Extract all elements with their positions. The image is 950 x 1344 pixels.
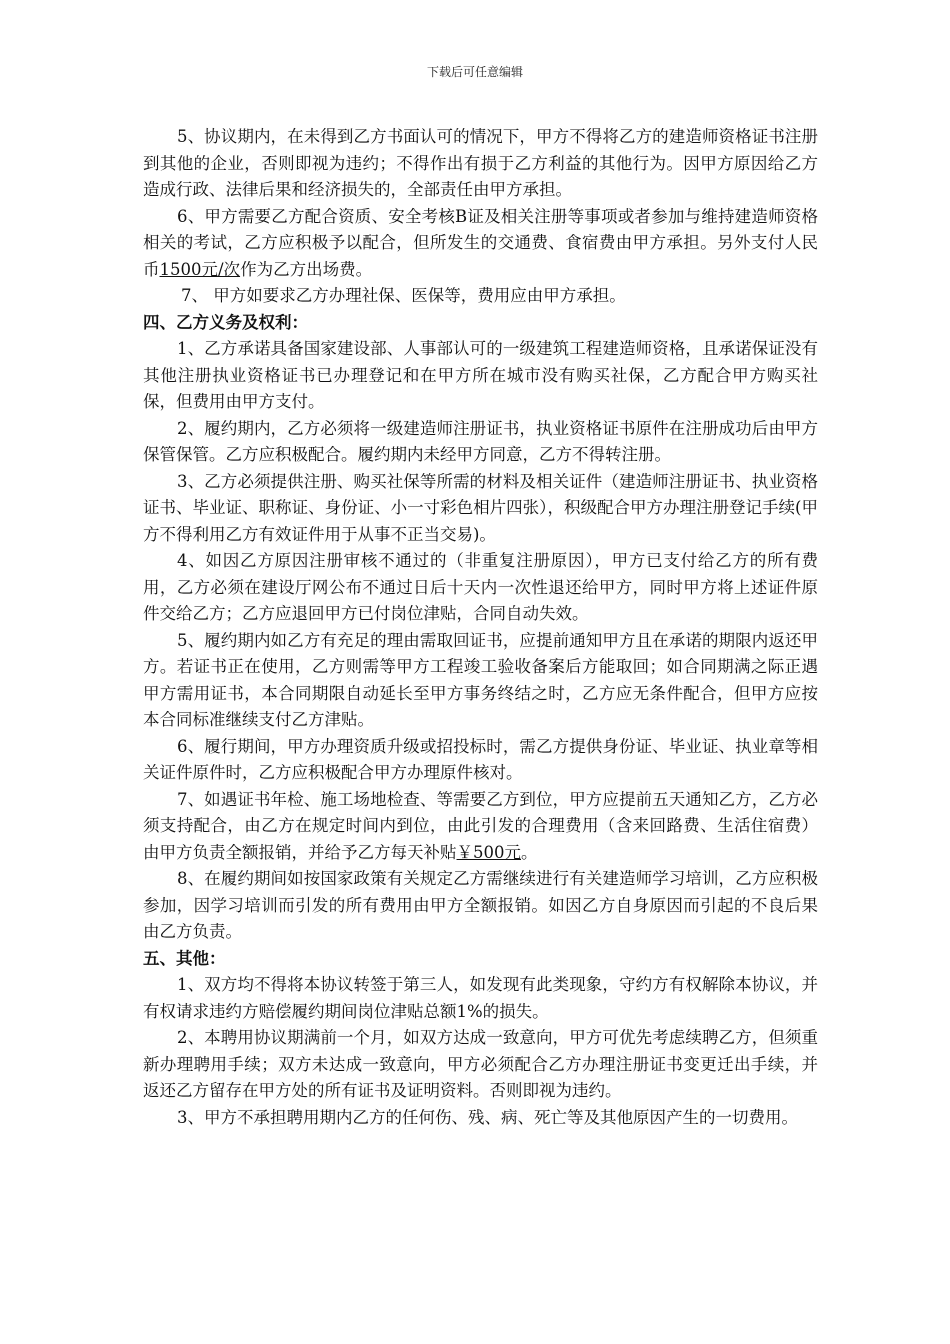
clause-4-7-text: 7、如遇证书年检、施工场地检查、等需要乙方到位，甲方应提前五天通知乙方，乙方必须支持配合，由乙方在规定时间内到位，由此引发的合理费用（含来回路费、生活住宿费）由甲方负责全额报销，并给予乙方每天补贴 [143,789,818,862]
clause-4-2: 2、履约期内，乙方必须将一级建造师注册证书，执业资格证书原件在注册成功后由甲方保管保管。乙方应积极配合。履约期内未经甲方同意，乙方不得转注册。 [143,418,818,464]
clause-5-1: 1、双方均不得将本协议转签于第三人，如发现有此类现象，守约方有权解除本协议，并有权请求违约方赔偿履约期间岗位津贴总额1%的损失。 [143,975,818,1021]
clause-3-5: 5、协议期内，在未得到乙方书面认可的情况下，甲方不得将乙方的建造师资格证书注册到其他的企业，否则即视为违约；不得作出有损于乙方利益的其他行为。因甲方原因给乙方造成行政、法律后果和经济损失的，全部责任由甲方承担。 [143,127,818,199]
page-header: 下载后可任意编辑 [426,65,523,79]
section-4-heading: 四、乙方义务及权利： [143,312,308,332]
clause-3-7: 7、 甲方如要求乙方办理社保、医保等，费用应由甲方承担。 [181,286,626,305]
clause-4-6: 6、履行期间，甲方办理资质升级或招投标时，需乙方提供身份证、毕业证、执业章等相关证件原件时，乙方应积极配合甲方办理原件核对。 [143,736,818,782]
clause-4-5: 5、履约期内如乙方有充足的理由需取回证书，应提前通知甲方且在承诺的期限内返还甲方。若证书正在使用，乙方则需等甲方工程竣工验收备案后方能取回；如合同期满之际正遇甲方需用证书，本合同期限自动延长至甲方事务终结之时，乙方应无条件配合，但甲方应按本合同标准继续支付乙方津贴。 [143,630,818,729]
section-5-heading: 五、其他： [143,948,226,968]
appearance-fee-amount: 1500元/次 [159,259,241,279]
clause-3-6-tail: 作为乙方出场费。 [240,259,373,279]
clause-4-3: 3、乙方必须提供注册、购买社保等所需的材料及相关证件（建造师注册证书、执业资格证书、毕业证、职称证、身份证、小一寸彩色相片四张），积级配合甲方办理注册登记手续(甲方不得利用乙方有效证件用于从事不正当交易)。 [143,471,818,544]
clause-4-4: 4、如因乙方原因注册审核不通过的（非重复注册原因），甲方已支付给乙方的所有费用，乙方必须在建设厅网公布不通过日后十天内一次性退还给甲方，同时甲方将上述证件原件交给乙方；乙方应退回甲方已付岗位津贴，合同自动失效。 [143,551,818,623]
clause-3-6-text: 6、甲方需要乙方配合资质、安全考核B证及相关注册等事项或者参加与维持建造师资格相关的考试，乙方应积极予以配合，但所发生的交通费、食宿费由甲方承担。另外支付人民币 [143,206,818,279]
document-body [143,124,818,1131]
clause-4-7 [143,787,818,867]
clause-4-8: 8、在履约期间如按国家政策有关规定乙方需继续进行有关建造师学习培训，乙方应积极参加，因学习培训而引发的所有费用由甲方全额报销。如因乙方自身原因而引起的不良后果由乙方负责。 [143,869,818,941]
clause-5-2: 2、本聘用协议期满前一个月，如双方达成一致意向，甲方可优先考虑续聘乙方，但须重新办理聘用手续；双方未达成一致意向，甲方必须配合乙方办理注册证书变更迁出手续，并返还乙方留存在甲方处的所有证书及证明资料。否则即视为违约。 [143,1028,818,1100]
clause-5-3: 3、甲方不承担聘用期内乙方的任何伤、残、病、死亡等及其他原因产生的一切费用。 [177,1107,798,1127]
clause-3-6 [143,204,818,284]
clause-4-1: 1、乙方承诺具备国家建设部、人事部认可的一级建筑工程建造师资格，且承诺保证没有其他注册执业资格证书已办理登记和在甲方所在城市没有购买社保，乙方配合甲方购买社保，但费用由甲方支付。 [143,339,818,411]
daily-allowance-amount: ￥500元 [456,842,521,862]
clause-4-7-tail: 。 [521,842,538,862]
